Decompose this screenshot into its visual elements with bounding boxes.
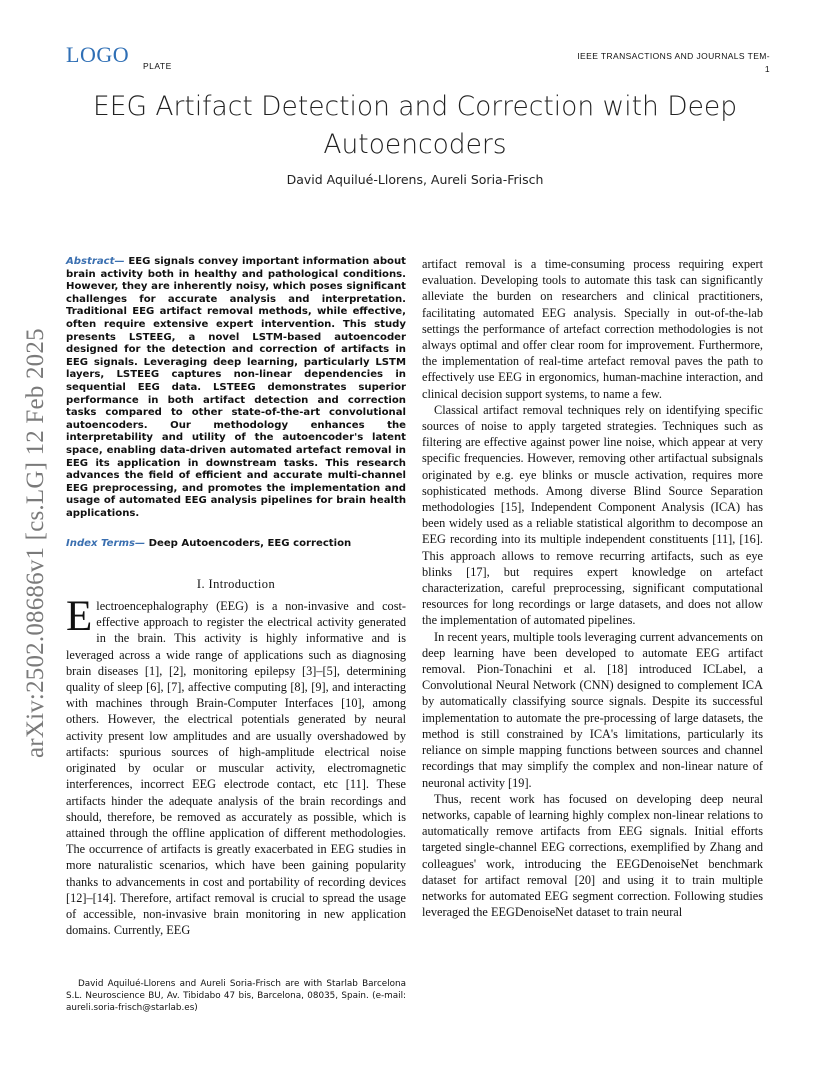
- arxiv-stamp: arXiv:2502.08686v1 [cs.LG] 12 Feb 2025: [22, 328, 49, 758]
- intro-paragraph-4: Thus, recent work has focused on developing deep neural networks, capable of learning highly complex non-linear relations to automatically remove artifacts from EEG signals. Initial efforts targeted single-channel EEG corrections, exemplified by Zhang and colleagues' work, introducing the EEGDenoiseNet benchmark dataset for artifact removal [20] and using it to train multiple networks for automated EEG segment correction. Following studies leveraged the EEGDenoiseNet dataset to train neural: [422, 791, 763, 920]
- abstract: [66, 256, 406, 520]
- index-terms-lead: Index Terms—: [66, 538, 146, 550]
- dropcap: E: [66, 593, 93, 641]
- abstract-text: EEG signals convey important information about brain activity both in healthy and pathological conditions. However, they are inherently noisy, which poses significant challenges for accurate analysis and interpretation. Traditional EEG artifact removal methods, while effective, often require extensive expert intervention. This study presents LSTEEG, a novel LSTM-based autoencoder designed for the detection and correction of artifacts in EEG signals. Leveraging deep learning, particularly LSTM layers, LSTEEG captures non-linear dependencies in sequential EEG data. LSTEEG demonstrates superior performance in both artifact detection and correction tasks compared to other state-of-the-art convolutional autoencoders. Our methodology enhances the interpretability and utility of the autoencoder's latent space, enabling data-driven automated artefact removal in EEG its application in downstream tasks. This research advances the field of efficient and accurate multi-channel EEG preprocessing, and promotes the implementation and usage of automated EEG analysis pipelines for brain health applications.: [66, 256, 406, 519]
- intro-paragraph-1-text: lectroencephalography (EEG) is a non-invasive and cost-effective approach to register the electrical activity generated in the brain. This activity is highly informative and is leveraged across a wide range of applications such as diagnosing brain diseases [1], [2], monitoring epilepsy [3]–[5], determining quality of sleep [6], [7], affective computing [8], [9], and interacting with machines through Brain-Computer Interfaces [10], among others. However, the electrical potentials generated by neural activity present low amplitudes and are usually overshadowed by artifacts: spurious sources of high-amplitude electrical noise originated by ocular or muscular activity, electromagnetic interferences, incorrect EEG electrode contact, etc [11]. These artifacts hinder the adequate analysis of the brain recordings and should, therefore, be removed as accurately as possible, which is attained through the offline application of different methodologies. The occurrence of artifacts is greatly exacerbated in EEG studies in more naturalistic scenarios, which have been gaining popularity thanks to advancements in cost and portability of recording devices [12]–[14]. Therefore, artifact removal is crucial to spread the usage of accessible, non-invasive brain monitoring in new application domains. Currently, EEG: [66, 599, 406, 938]
- plate-label: PLATE: [143, 61, 172, 71]
- page-number: 1: [764, 64, 770, 74]
- paper-authors: David Aquilué-Llorens, Aureli Soria-Frisch: [286, 172, 544, 187]
- left-column: [66, 256, 406, 938]
- index-terms-text: Deep Autoencoders, EEG correction: [145, 538, 352, 550]
- logo: LOGO: [66, 42, 130, 67]
- intro-paragraph-2: Classical artifact removal techniques rely on identifying specific sources of noise to apply targeted strategies. Techniques such as filtering are effective against power line noise, which appear at very specific frequencies. However, removing other artifactual subsignals originated by e.g. eye blinks or muscle activation, requires more sophisticated methods. Among diverse Blind Source Separation methodologies [15], Independent Component Analysis (ICA) has been widely used as a reliable statistical algorithm to decompose an EEG recording into its multiple independent constituents [11], [16]. This approach allows to remove recurring artifacts, such as eye blinks [17], but requires expert knowledge on artefact characterization, careful preprocessing, significant computational resources for long recordings or large datasets, and does not allow the implementation of automated pipelines.: [422, 402, 763, 628]
- right-column: [422, 256, 763, 920]
- section-heading: I. Introduction: [196, 577, 276, 592]
- abstract-lead: Abstract—: [66, 256, 125, 267]
- author-footnote: David Aquilué-Llorens and Aureli Soria-Frisch are with Starlab Barcelona S.L. Neuroscience BU, Av. Tibidabo 47 bis, Barcelona, 08035, Spain. (e-mail: aureli.soria-frisch@starlab.es): [66, 979, 406, 1014]
- intro-paragraph-3: In recent years, multiple tools leveraging current advancements on deep learning have been developed to automate EEG artifact removal. Pion-Tonachini et al. [18] introduced ICLabel, a Convolutional Neural Network (CNN) designed to complement ICA by automatically classifying source signals. Despite its successful implementation to automate the pre-processing of large datasets, the method is still constrained by ICA's limitations, particularly its reliance on simple mapping functions between sources and channel recordings that may simplify the complex and non-linear nature of neuronal activity [19].: [422, 629, 763, 790]
- intro-paragraph-1-continued: artifact removal is a time-consuming process requiring expert evaluation. Developing tools to automate this task can significantly alleviate the burden on researchers and clinical practitioners, facilitating automated EEG analysis. Specially in out-of-the-lab settings the performance of artefact correction methodologies is not always optimal and offer clear room for improvement. Furthermore, the implementation of real-time artefact removal paves the path to effectively use EEG in ergonomics, human-machine interaction, and clinical decision support systems, to name a few.: [422, 257, 763, 401]
- journal-name: IEEE TRANSACTIONS AND JOURNALS TEM-: [577, 51, 770, 61]
- index-terms: [66, 538, 406, 551]
- intro-paragraph-1: [66, 593, 406, 938]
- paper-title: EEG Artifact Detection and Correction with Deep Autoencoders: [92, 91, 738, 160]
- running-header: [530, 50, 770, 76]
